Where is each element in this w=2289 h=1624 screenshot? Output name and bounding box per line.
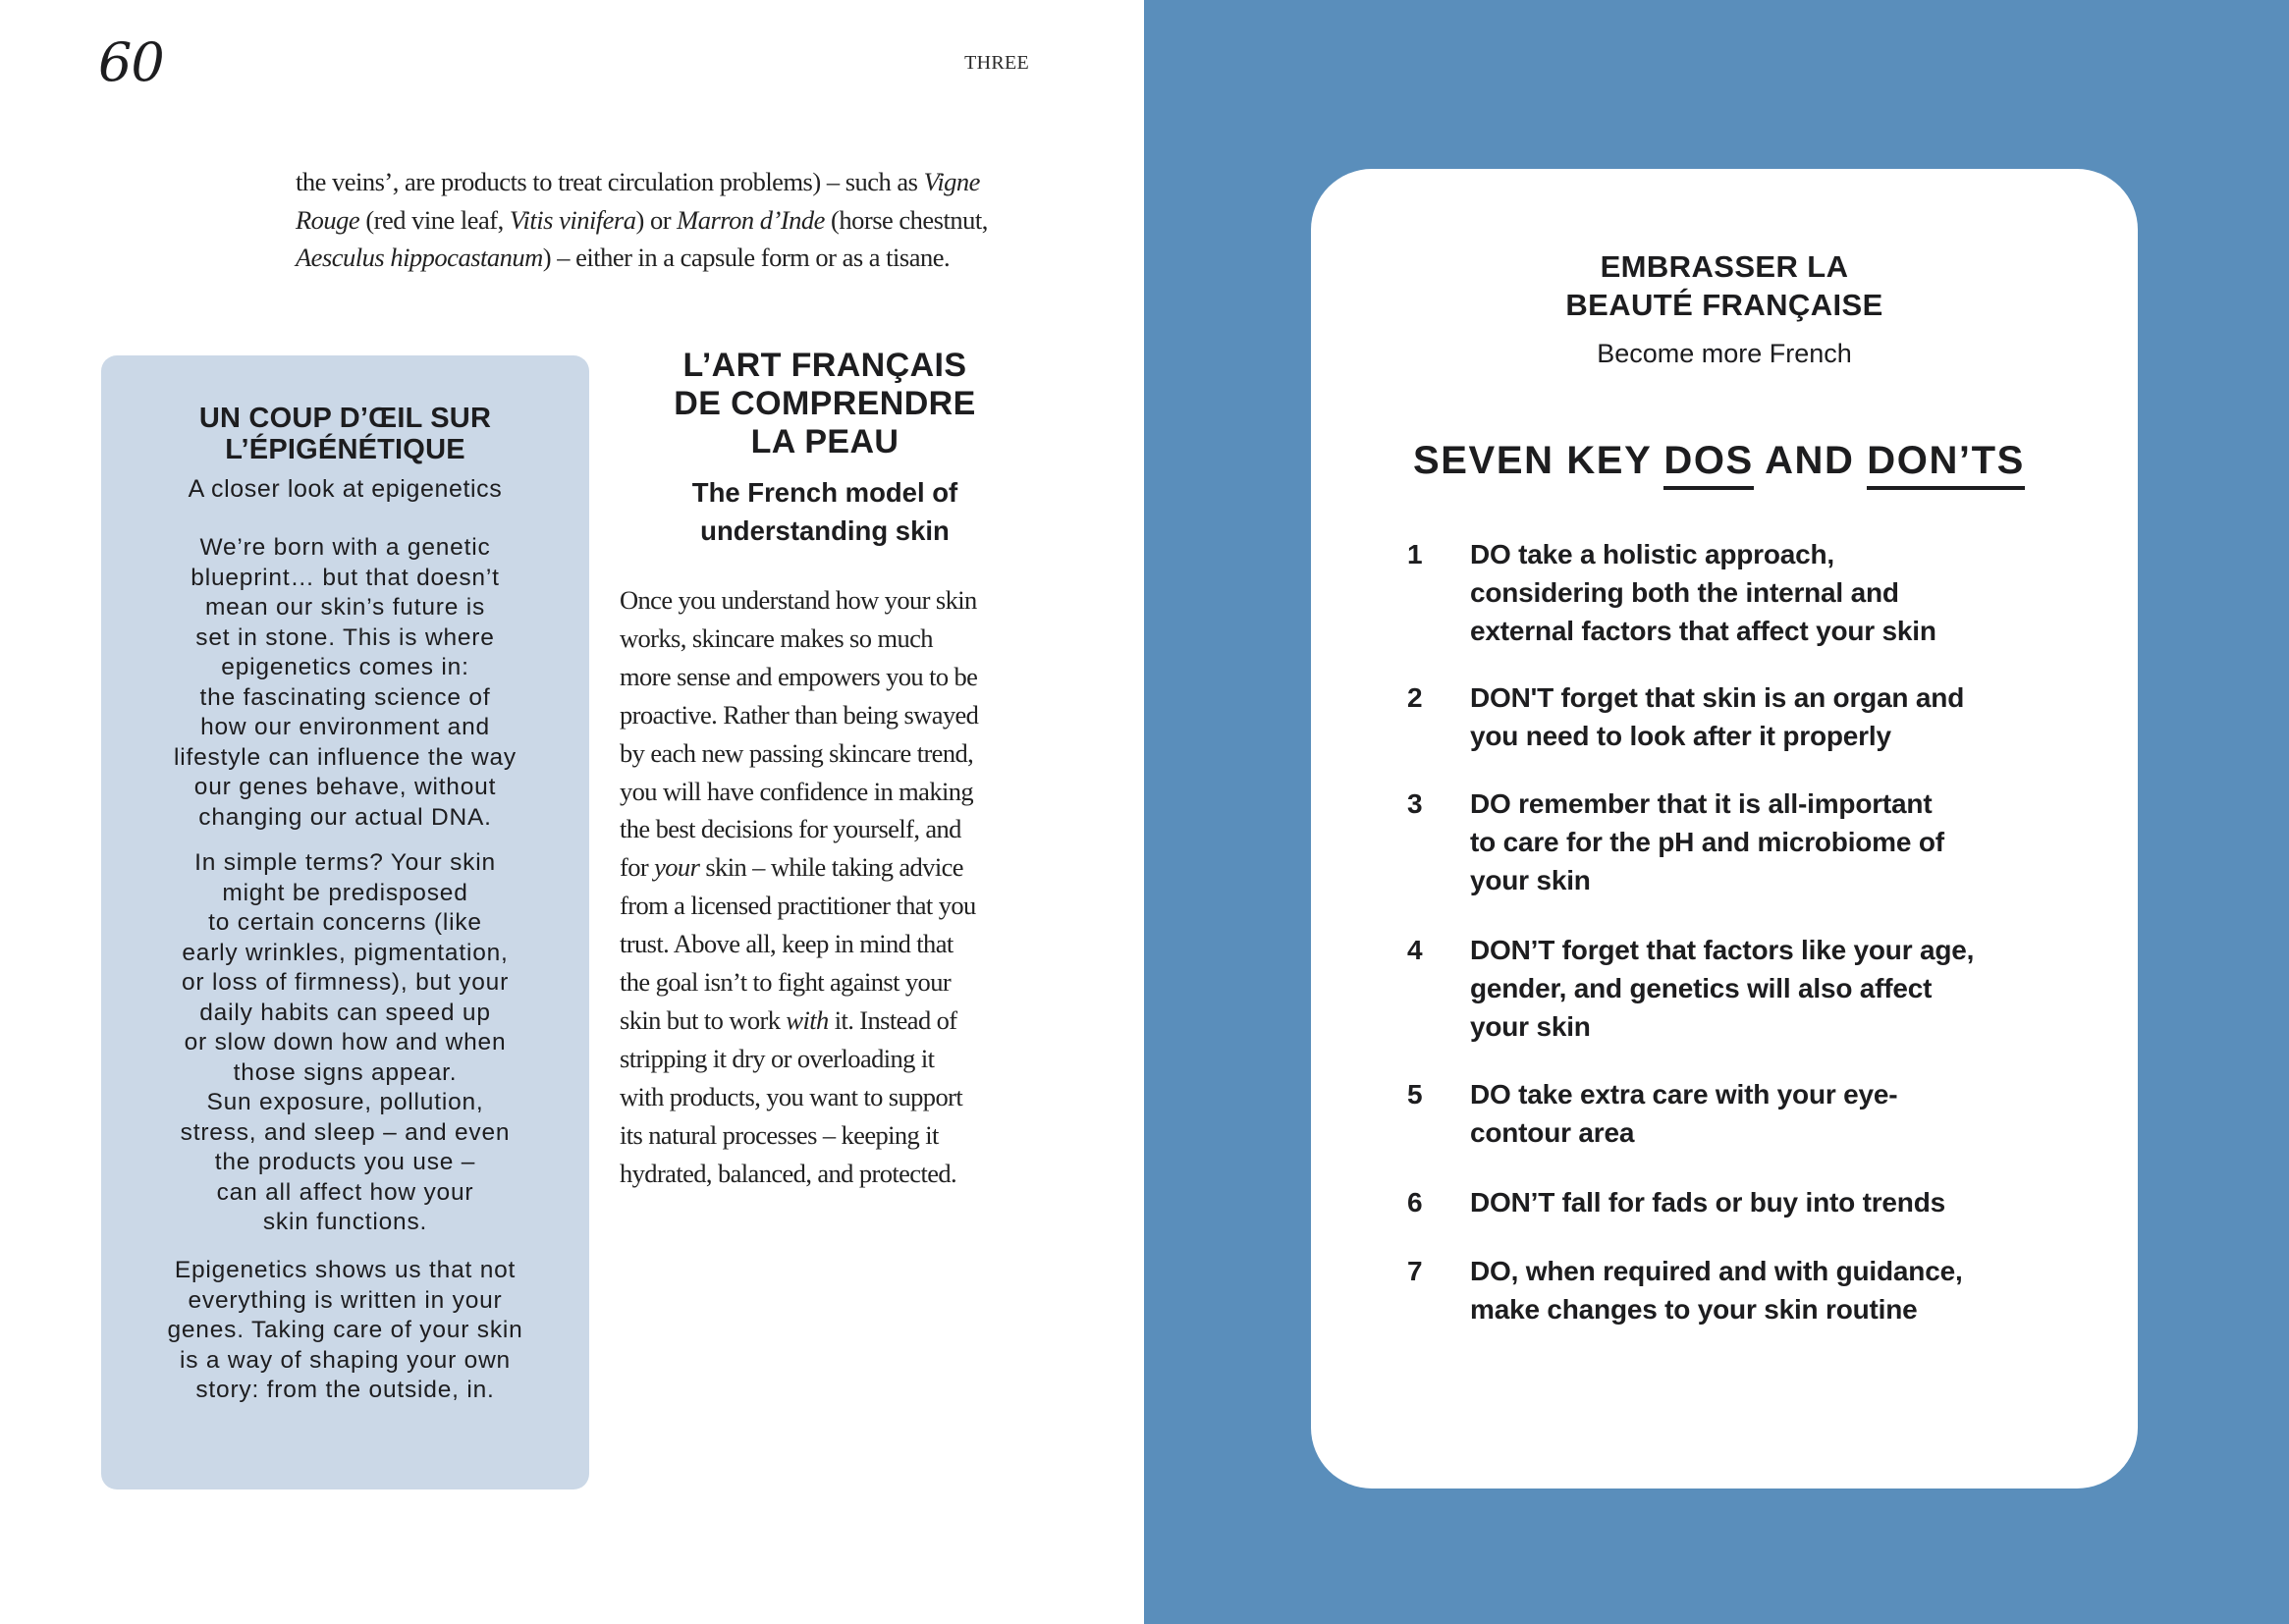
item-text [1470,1075,1897,1152]
text-line: Sun exposure, pollution, [206,1089,484,1115]
epigenetics-paragraph-2 [101,848,589,1238]
text-line: We’re born with a genetic [199,534,491,561]
art-section-body [620,581,1032,1193]
text-line: skin functions. [262,1209,428,1235]
text-line: genes. Taking care of your skin [167,1317,523,1343]
title-text: SEVEN KEY [1413,439,1664,482]
text-segment: the best decisions for yourself, and [620,814,961,844]
text-line: daily habits can speed up [199,999,491,1026]
body-line [620,734,1032,773]
body-line [620,925,1032,963]
text-line: lifestyle can influence the way [174,743,517,771]
item-text-line: considering both the internal and [1470,577,1899,608]
body-line [620,696,1032,734]
item-text-line: gender, and genetics will also affect [1470,973,1933,1003]
text-line: everything is written in your [188,1286,503,1314]
page-number: 60 [98,31,164,93]
item-text [1470,785,1944,899]
italic-term: Vitis vinifera [509,204,636,235]
item-text-line: your skin [1470,1011,1591,1042]
text-line: set in stone. This is where [195,623,495,651]
kicker-line: BEAUTÉ FRANÇAISE [1565,288,1883,322]
dos-list-item [1407,678,2075,755]
text-segment: ) or [635,204,678,235]
text-line: our genes behave, without [193,774,497,800]
epigenetics-paragraph-1 [101,533,589,833]
dos-list-item [1407,931,2075,1046]
item-text-line: your skin [1470,865,1591,895]
text-line: how our environment and [200,714,490,740]
art-subtitle-line: understanding skin [700,515,950,546]
art-heading-line: LA PEAU [750,423,899,460]
dos-list-item [1407,1075,2075,1152]
text-line: or loss of firmness), but your [181,969,510,996]
item-text-line: DO remember that it is all-important [1470,788,1933,819]
body-line [620,848,1032,887]
dos-and-donts-title [1413,436,2042,485]
text-segment: the goal isn’t to fight against your [620,967,952,998]
text-segment: from a licensed practitioner that you [620,891,976,921]
item-text [1470,1183,1945,1221]
item-text [1470,678,1964,755]
item-text-line: contour area [1470,1117,1635,1148]
text-line: those signs appear. [233,1058,458,1086]
art-subtitle-line: The French model of [691,477,958,508]
body-line [620,1155,1032,1193]
text-segment: proactive. Rather than being swayed [620,699,979,730]
text-line: story: from the outside, in. [195,1377,495,1403]
item-text [1470,931,1974,1046]
item-text-line: you need to look after it properly [1470,721,1891,751]
item-text-line: DO take extra care with your eye- [1470,1079,1898,1110]
title-underlined-donts: DON’TS [1867,439,2025,490]
text-segment: skin – while taking advice [699,852,963,883]
body-line [620,620,1032,658]
body-line [620,963,1032,1001]
epigenetics-title [101,403,589,465]
item-number: 5 [1407,1079,1423,1110]
kicker-line: EMBRASSER LA [1600,249,1849,284]
text-line: In simple terms? Your skin [194,849,496,876]
dos-card-kicker [1311,247,2138,324]
text-line: stress, and sleep – and even [180,1118,511,1146]
item-number: 2 [1407,682,1423,713]
body-line [620,581,1032,620]
text-line: changing our actual DNA. [198,803,492,831]
dos-list-item [1407,1252,2075,1328]
text-segment: (horse chestnut, [824,204,988,235]
text-segment: by each new passing skincare trend, [620,737,974,768]
item-text-line: to care for the pH and microbiome of [1470,827,1944,857]
text-line: the fascinating science of [199,683,491,711]
text-segment: you will have confidence in making [620,776,974,806]
body-line [620,1116,1032,1155]
art-heading-line: DE COMPRENDRE [674,385,976,422]
art-section-subtitle [619,473,1031,550]
body-line [620,1040,1032,1078]
text-segment: hydrated, balanced, and protected. [620,1158,957,1188]
body-line [620,1001,1032,1040]
item-number: 1 [1407,539,1423,569]
text-segment: with products, you want to support [620,1081,963,1111]
body-line [620,658,1032,696]
item-text [1470,535,1936,650]
epigenetics-title-line: L’ÉPIGÉNÉTIQUE [225,434,465,465]
item-text-line: DON'T forget that skin is an organ and [1470,682,1965,713]
body-line [620,773,1032,811]
epigenetics-title-line: UN COUP D’ŒIL SUR [198,403,492,434]
title-underlined-dos: DOS [1663,439,1753,490]
art-section-heading [619,347,1031,461]
text-line: to certain concerns (like [208,909,482,936]
text-line: epigenetics comes in: [221,654,469,680]
text-line: Epigenetics shows us that not [174,1257,517,1283]
paragraph-line [296,239,1032,277]
item-number: 3 [1407,788,1423,819]
item-number: 6 [1407,1187,1423,1218]
dos-list-item [1407,1183,2075,1221]
left-page [0,0,1144,1624]
text-segment: it. Instead of [828,1004,957,1035]
dos-card-kicker-subtitle: Become more French [1597,339,1852,368]
italic-term: Marron d’Inde [677,204,825,235]
title-text: AND [1753,439,1868,482]
text-line: or slow down how and when [184,1029,507,1056]
paragraph-line [296,163,1032,201]
epigenetics-paragraph-3 [101,1256,589,1406]
item-text [1470,1252,1963,1328]
item-number: 4 [1407,935,1423,965]
dos-list-item [1407,785,2075,899]
italic-term: Aesculus hippocastanum [296,243,543,273]
text-line: early wrinkles, pigmentation, [182,939,509,966]
body-line [620,1078,1032,1116]
item-text-line: external factors that affect your skin [1470,616,1936,646]
item-text-line: DON’T fall for fads or buy into trends [1470,1187,1945,1218]
emphasis-word: your [654,852,700,883]
dos-list-item [1407,535,2075,650]
text-segment: the veins’, are products to treat circulation problems) – such as [296,167,924,196]
text-line: blueprint… but that doesn’t [191,564,500,591]
text-line: mean our skin’s future is [204,594,486,621]
body-line [620,810,1032,848]
text-segment: its natural processes – keeping it [620,1119,939,1150]
body-line [620,887,1032,925]
continued-paragraph [296,163,1032,277]
italic-term: Rouge [296,204,360,235]
item-text-line: DO take a holistic approach, [1470,539,1834,569]
italic-term: Vigne [923,167,980,196]
item-text-line: DO, when required and with guidance, [1470,1256,1963,1286]
text-line: the products you use – [214,1149,476,1175]
text-line: might be predisposed [222,879,468,906]
text-line: can all affect how your [216,1178,474,1206]
text-segment: works, skincare makes so much [620,623,933,653]
text-segment: (red vine leaf, [359,204,510,235]
text-segment: stripping it dry or overloading it [620,1043,935,1073]
text-segment: more sense and empowers you to be [620,661,978,691]
text-segment: for [620,852,655,883]
paragraph-line [296,201,1032,240]
text-segment: ) – either in a capsule form or as a tisane. [542,243,951,273]
item-number: 7 [1407,1256,1423,1286]
text-segment: skin but to work [620,1004,787,1035]
text-segment: Once you understand how your skin [620,585,977,615]
running-head-chapter: THREE [964,52,1029,74]
item-text-line: DON’T forget that factors like your age, [1470,935,1975,965]
text-segment: trust. Above all, keep in mind that [620,929,954,959]
item-text-line: make changes to your skin routine [1470,1294,1918,1325]
text-line: is a way of shaping your own [180,1346,511,1374]
emphasis-word: with [786,1004,829,1035]
art-heading-line: L’ART FRANÇAIS [682,347,967,384]
epigenetics-subtitle: A closer look at epigenetics [188,475,503,503]
